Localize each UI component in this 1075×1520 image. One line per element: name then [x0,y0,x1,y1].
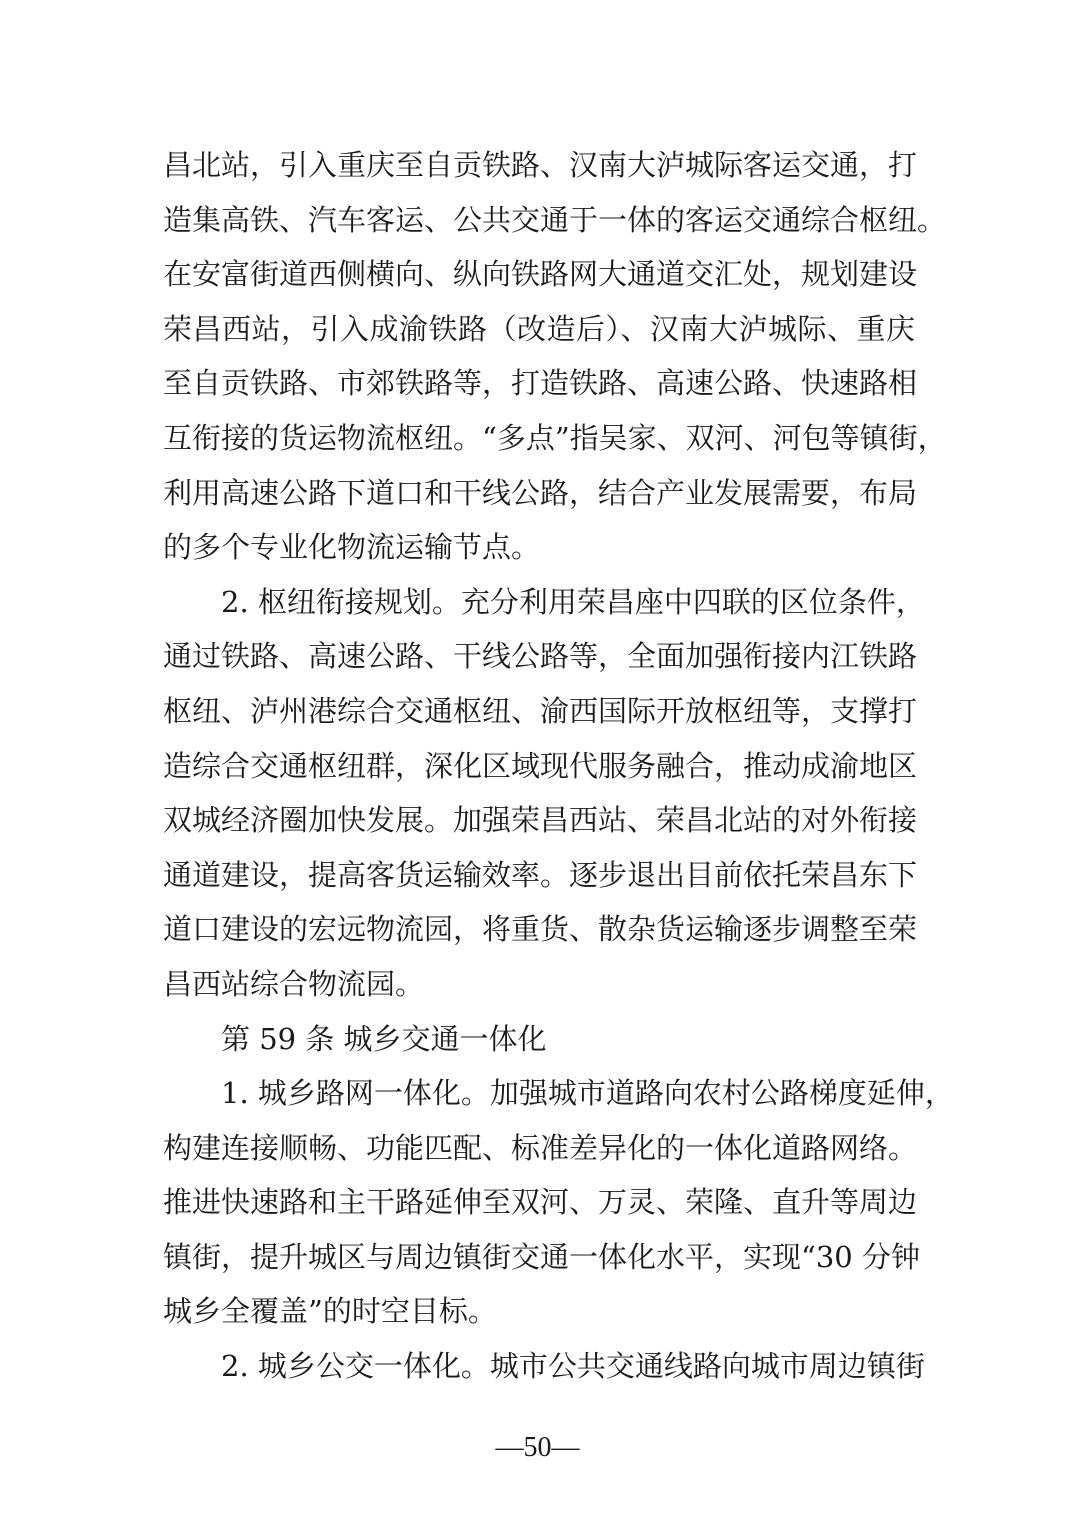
page-number: —50— [495,1432,580,1463]
text-line: 道口建设的宏远物流园，将重货、散杂货运输逐步调整至荣 [163,912,918,947]
text-line: 造综合交通枢纽群，深化区域现代服务融合，推动成渝地区 [163,748,918,783]
text-line: 利用高速公路下道口和干线公路，结合产业发展需要，布局 [163,475,918,510]
text-line: 通道建设，提高客货运输效率。逐步退出目前依托荣昌东下 [163,857,918,892]
text-line: 昌北站，引入重庆至自贡铁路、汉南大泸城际客运交通，打 [163,148,918,182]
text-line: 在安富街道西侧横向、纵向铁路网大通道交汇处，规划建设 [163,257,918,292]
body-text [163,138,954,1394]
text-line: 推进快速路和主干路延伸至双河、万灵、荣隆、直升等周边 [163,1185,918,1220]
text-line: 荣昌西站，引入成渝铁路（改造后）、汉南大泸城际、重庆 [163,311,915,346]
text-line: 城乡全覆盖”的时空目标。 [163,1294,497,1329]
text-line: 至自贡铁路、市郊铁路等，打造铁路、高速公路、快速路相 [163,366,918,401]
text-line: 互衔接的货运物流枢纽。“多点”指吴家、双河、河包等镇街， [163,420,947,455]
text-line: 双城经济圈加快发展。加强荣昌西站、荣昌北站的对外衔接 [163,803,918,838]
text-line: 枢纽、泸州港综合交通枢纽、渝西国际开放枢纽等，支撑打 [163,693,918,728]
text-line: 通过铁路、高速公路、干线公路等，全面加强衔接内江铁路 [163,639,918,674]
text-line: 造集高铁、汽车客运、公共交通于一体的客运交通综合枢纽。 [163,202,947,237]
paragraph-start-line: 1. 城乡路网一体化。加强城市道路向农村公路梯度延伸， [221,1076,954,1111]
text-line: 昌西站综合物流园。 [163,966,425,1001]
paragraph-start-line: 2. 枢纽衔接规划。充分利用荣昌座中四联的区位条件， [221,584,925,619]
text-line: 镇街，提升城区与周边镇街交通一体化水平，实现“30 分钟 [163,1239,920,1274]
paragraph-start-line: 2. 城乡公交一体化。城市公共交通线路向城市周边镇街 [221,1349,925,1384]
text-line: 构建连接顺畅、功能匹配、标准差异化的一体化道路网络。 [163,1130,918,1165]
text-line: 的多个专业化物流运输节点。 [163,530,541,565]
article-heading: 第 59 条 城乡交通一体化 [221,1021,547,1056]
